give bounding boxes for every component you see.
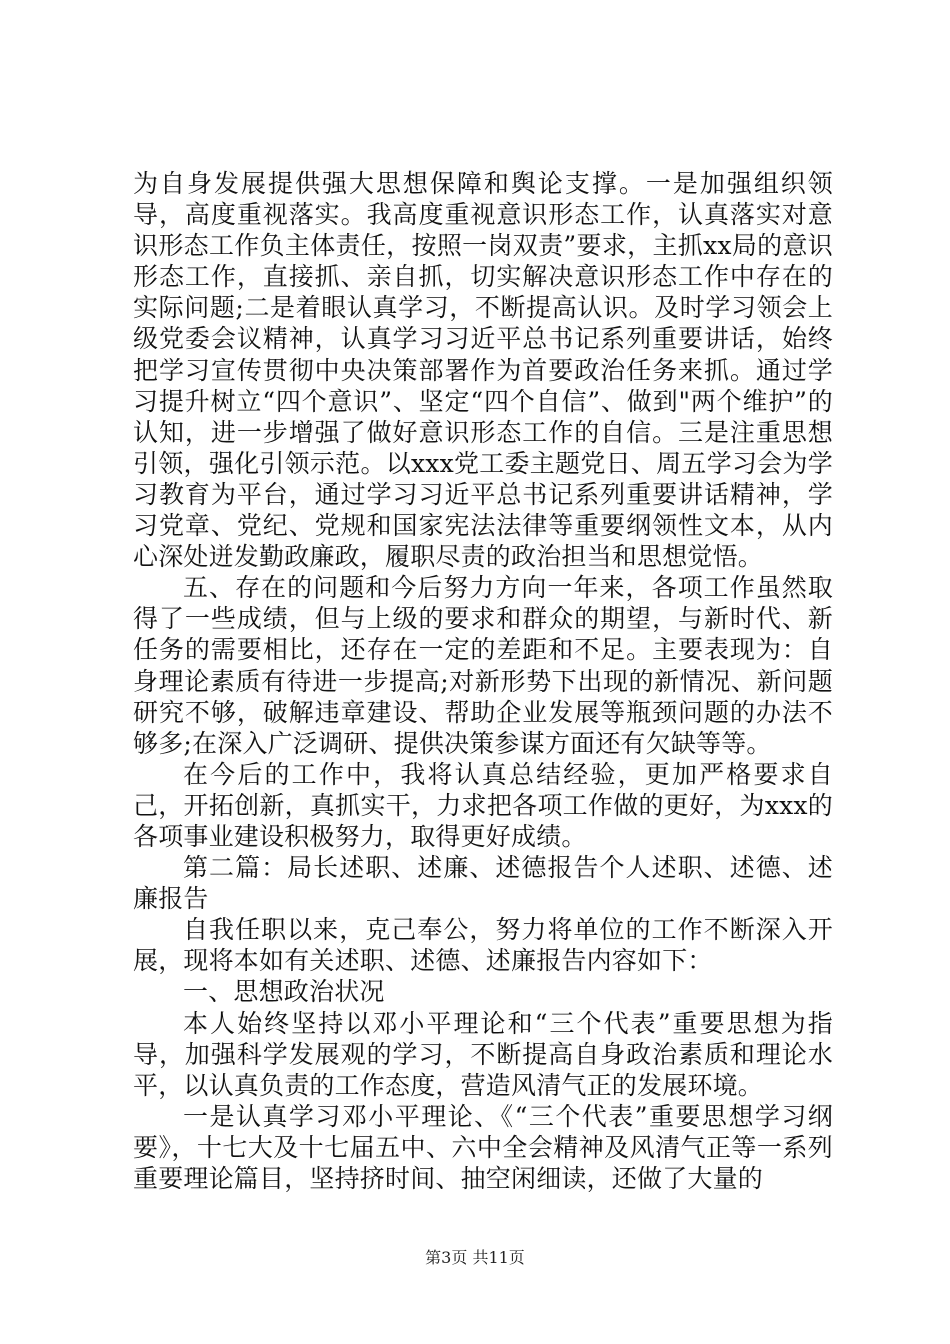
paragraph-2: 五、存在的问题和今后努力方向一年来，各项工作虽然取得了一些成绩，但与上级的要求和群众的期望，与新时代、新任务的需要相比，还存在一定的差距和不足。主要表现为：自身理论素质有待进一步提高;对新形势下出现的新情况、新问题研究不够，破解违章建设、帮助企业发展等瓶颈问题的办法不够多;在深入广泛调研、提供决策参谋方面还有欠缺等等。 [133,573,833,758]
paragraph-1: 为自身发展提供强大思想保障和舆论支撑。一是加强组织领导，高度重视落实。我高度重视意识形态工作，认真落实对意识形态工作负主体责任，按照一岗双责”要求，主抓xx局的意识形态工作，直接抓、亲自抓，切实解决意识形态工作中存在的实际问题;二是着眼认真学习，不断提高认识。及时学习领会上级党委会议精神，认真学习习近平总书记系列重要讲话，始终把学习宣传贯彻中央决策部署作为首要政治任务来抓。通过学习提升树立“四个意识”、坚定“四个自信”、做到"两个维护”的认知，进一步增强了做好意识形态工作的自信。三是注重思想引领，强化引领示范。以xxx党工委主题党日、周五学习会为学习教育为平台，通过学习习近平总书记系列重要讲话精神，学习党章、党纪、党规和国家宪法法律等重要纲领性文本，从内心深处迸发勤政廉政，履职尽责的政治担当和思想觉悟。 [133,169,833,572]
paragraph-7: 本人始终坚持以邓小平理论和“三个代表”重要思想为指导，加强科学发展观的学习，不断提高自身政治素质和理论水平，以认真负责的工作态度，营造风清气正的发展环境。 [133,1008,833,1100]
paragraph-6-heading: 一、思想政治状况 [183,977,385,1007]
paragraph-3: 在今后的工作中，我将认真总结经验，更加严格要求自己，开拓创新，真抓实干，力求把各项工作做的更好，为xxx的各项事业建设积极努力，取得更好成绩。 [133,759,833,851]
paragraph-8: 一是认真学习邓小平理论、《“三个代表”重要思想学习纲要》，十七大及十七届五中、六中全会精神及风清气正等一系列重要理论篇目，坚持挤时间、抽空闲细读，还做了大量的 [133,1101,833,1193]
document-body [133,168,833,1194]
paragraph-5: 自我任职以来，克己奉公，努力将单位的工作不断深入开展，现将本如有关述职、述德、述廉报告内容如下： [133,915,833,976]
page-number-footer: 第3页 共11页 [425,1248,525,1267]
paragraph-4-section-title: 第二篇：局长述职、述廉、述德报告个人述职、述德、述廉报告 [133,853,833,914]
